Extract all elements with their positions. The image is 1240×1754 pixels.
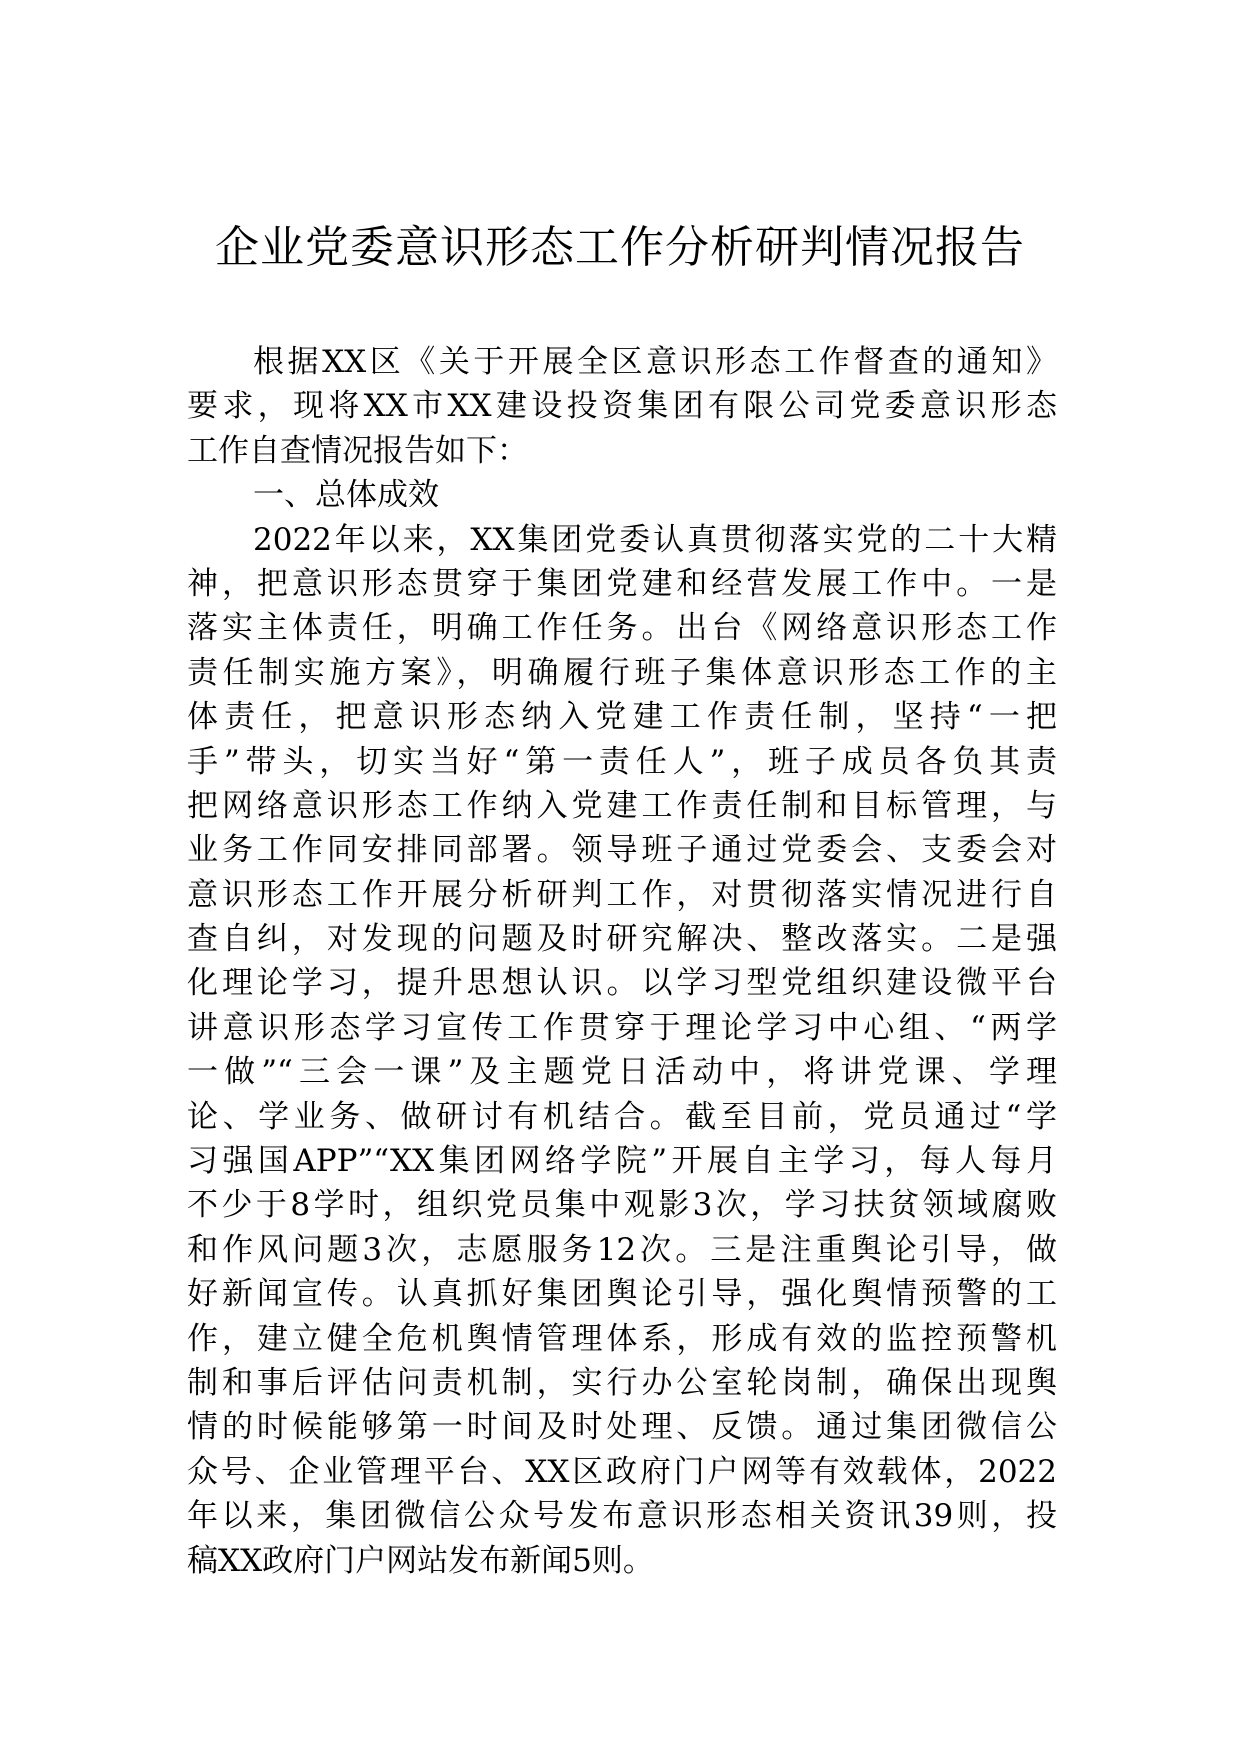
text-line: 2022年以来，XX集团党委认真贯彻落实党的二十大精 <box>253 521 1057 558</box>
text-line: 工作自查情况报告如下： <box>187 432 528 469</box>
text-line: 习强国APP”“XX集团网络学院”开展自主学习，每人每月 <box>187 1143 1057 1180</box>
text-line: 一做”“三会一课”及主题党日活动中，将讲党课、学理 <box>187 1054 1057 1091</box>
text-line: 手”带头，切实当好“第一责任人”，班子成员各负其责 <box>187 743 1057 780</box>
text-line: 好新闻宣传。认真抓好集团舆论引导，强化舆情预警的工 <box>187 1276 1057 1313</box>
text-line: 把网络意识形态工作纳入党建工作责任制和目标管理，与 <box>187 787 1057 824</box>
text-line: 年以来，集团微信公众号发布意识形态相关资讯39则，投 <box>187 1498 1057 1535</box>
text-line: 查自纠，对发现的问题及时研究解决、整改落实。二是强 <box>187 921 1057 958</box>
text-line: 体责任，把意识形态纳入党建工作责任制，坚持“一把 <box>187 699 1057 736</box>
text-line: 情的时候能够第一时间及时处理、反馈。通过集团微信公 <box>187 1409 1057 1446</box>
text-line: 讲意识形态学习宣传工作贯穿于理论学习中心组、“两学 <box>187 1009 1057 1046</box>
document-title: 企业党委意识形态工作分析研判情况报告 <box>215 222 1025 273</box>
document-body <box>187 340 1057 1583</box>
text-line: 神，把意识形态贯穿于集团党建和经营发展工作中。一是 <box>187 565 1057 602</box>
text-line: 论、学业务、做研讨有机结合。截至目前，党员通过“学 <box>187 1098 1057 1135</box>
text-line: 一、总体成效 <box>253 477 439 514</box>
text-line: 意识形态工作开展分析研判工作，对贯彻落实情况进行自 <box>187 876 1057 913</box>
text-line: 不少于8学时，组织党员集中观影3次，学习扶贫领域腐败 <box>187 1187 1057 1224</box>
text-line: 落实主体责任，明确工作任务。出台《网络意识形态工作 <box>187 610 1057 647</box>
text-line: 制和事后评估问责机制，实行办公室轮岗制，确保出现舆 <box>187 1364 1057 1401</box>
text-line: 稿XX政府门户网站发布新闻5则。 <box>187 1542 654 1579</box>
text-line: 化理论学习，提升思想认识。以学习型党组织建设微平台 <box>187 965 1057 1002</box>
text-line: 和作风问题3次，志愿服务12次。三是注重舆论引导，做 <box>187 1231 1057 1268</box>
text-line: 业务工作同安排同部署。领导班子通过党委会、支委会对 <box>187 832 1057 869</box>
text-line: 根据XX区《关于开展全区意识形态工作督查的通知》 <box>253 344 1057 380</box>
text-line: 众号、企业管理平台、XX区政府门户网等有效载体，2022 <box>187 1453 1057 1490</box>
text-line: 作，建立健全危机舆情管理体系，形成有效的监控预警机 <box>187 1320 1057 1357</box>
text-line: 要求，现将XX市XX建设投资集团有限公司党委意识形态 <box>187 388 1057 425</box>
text-line: 责任制实施方案》，明确履行班子集体意识形态工作的主 <box>187 654 1057 691</box>
